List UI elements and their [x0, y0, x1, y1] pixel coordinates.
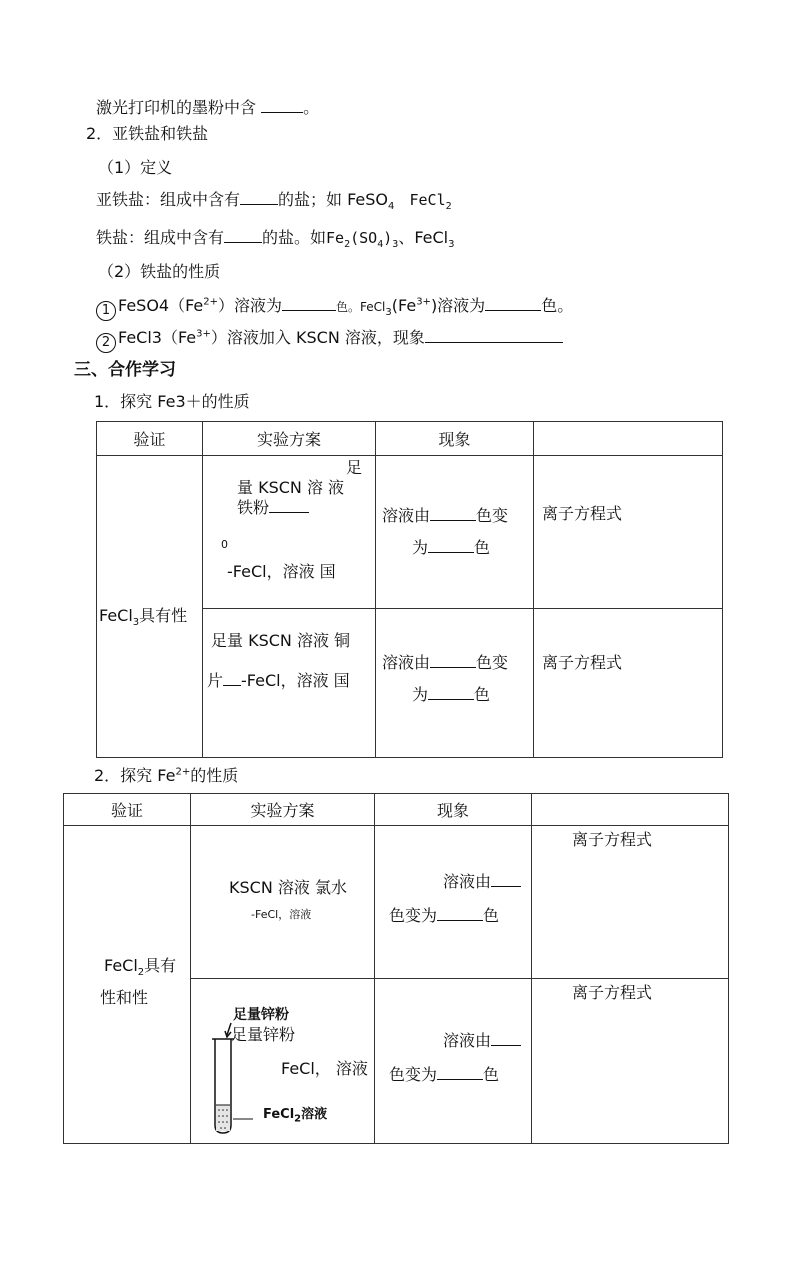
plan-text: -FeCl，溶液: [251, 908, 312, 921]
diagram-label-zinc: 足量锌粉: [233, 1007, 289, 1023]
phenomenon-text: 色变为 色: [389, 1065, 500, 1084]
p2-text-b: ）溶液加入 KSCN 溶液，现象: [210, 328, 425, 347]
answer-blank[interactable]: [428, 538, 474, 553]
row-label: FeCl$_2$具有: [104, 956, 177, 979]
equation-label: 离子方程式: [542, 504, 623, 523]
header-plan: 实验方案: [203, 422, 376, 456]
ferrous-definition: [96, 190, 452, 213]
p1-text-c: 色。FeCl: [336, 300, 386, 314]
p1-text-b: ）溶液为: [218, 296, 283, 315]
ferric-def-text: 铁盐：组成中含有: [96, 228, 225, 247]
fe2so43-formula: $Fe_2(SO_4)_3$: [326, 229, 399, 250]
plan-cell: [191, 826, 375, 979]
answer-blank[interactable]: [437, 906, 483, 921]
phenomenon-text: 为 色: [412, 538, 491, 557]
circled-number-1: 1: [96, 301, 116, 321]
property-line-1: [96, 296, 573, 321]
explore-fe2-heading: 2．探究 $Fe^{2+}$的性质: [94, 766, 239, 785]
equation-label: 离子方程式: [542, 653, 623, 672]
phenomenon-cell: [376, 456, 534, 609]
diagram-label-solution: FeCl$_2$溶液: [263, 1107, 328, 1125]
header-phenomenon: 现象: [376, 422, 534, 456]
plan-text: 足: [346, 458, 363, 477]
header-verify: 验证: [64, 794, 191, 826]
row-label-cell: [64, 826, 191, 1144]
plan-text: KSCN 溶液 氯水: [229, 878, 347, 897]
equation-cell[interactable]: [534, 456, 723, 609]
answer-blank[interactable]: [428, 685, 474, 700]
equation-cell[interactable]: [532, 979, 729, 1144]
circled-number-2: 2: [96, 333, 116, 353]
test-tube-diagram: [209, 1015, 269, 1135]
subscript: 4: [388, 201, 395, 213]
plan-cell: [203, 609, 376, 758]
phenomenon-text: 溶液由 色变: [382, 653, 509, 672]
answer-blank[interactable]: [430, 653, 476, 668]
answer-blank[interactable]: [261, 98, 303, 113]
table-row: [97, 456, 723, 609]
table-row: [64, 826, 729, 979]
phenomenon-text: 溶液由 色变: [382, 506, 509, 525]
plan-text: 0: [221, 538, 228, 551]
row-label-cell: [97, 456, 203, 758]
ferrous-def-text: 亚铁盐：组成中含有: [96, 190, 241, 209]
plan-text: 足量 KSCN 溶液 铜: [211, 631, 351, 650]
answer-blank[interactable]: [430, 506, 476, 521]
subscript: 3: [385, 307, 392, 319]
superscript: 2+: [203, 296, 219, 308]
fecl3-formula: 、FeCl: [398, 228, 449, 247]
phenomenon-cell: [376, 609, 534, 758]
answer-blank[interactable]: [269, 498, 309, 513]
plan-text: 足量锌粉: [231, 1025, 296, 1044]
answer-blank[interactable]: [491, 872, 521, 887]
superscript: 3+: [196, 328, 211, 340]
p1-text-f: 色。: [541, 296, 574, 315]
ferric-definition: [96, 228, 455, 251]
header-verify: 验证: [97, 422, 203, 456]
plan-text: 铁粉: [237, 498, 309, 517]
plan-text: 片 -FeCl，溶液 国: [207, 671, 350, 690]
plan-text: FeCl， 溶液: [281, 1059, 368, 1078]
phenomenon-cell: [375, 979, 532, 1144]
phenomenon-text: 色变为 色: [389, 906, 500, 925]
phenomenon-text: 溶液由: [443, 1031, 521, 1050]
intro-line: [96, 98, 319, 117]
header-plan: 实验方案: [191, 794, 375, 826]
ferrous-def-text2: 的盐；如 FeSO: [278, 190, 389, 209]
answer-blank[interactable]: [282, 296, 336, 311]
answer-blank[interactable]: [437, 1065, 483, 1080]
fe3-property-table: [96, 421, 723, 758]
p1-text-e: )溶液为: [430, 296, 486, 315]
plan-cell: [191, 979, 375, 1144]
properties-subheading: （2）铁盐的性质: [98, 262, 221, 281]
equation-cell[interactable]: [534, 609, 723, 758]
p1-text-d: (Fe: [391, 296, 417, 315]
row-label: FeCl$_3$具有性: [99, 606, 188, 629]
fe2-property-table: [63, 793, 729, 1144]
p2-text-a: FeCl3（Fe: [118, 328, 197, 347]
plan-text: -FeCl，溶液 国: [227, 562, 336, 581]
phenomenon-text: 为 色: [412, 685, 491, 704]
answer-blank[interactable]: [491, 1031, 521, 1046]
header-blank: [532, 794, 729, 826]
header-phenomenon: 现象: [375, 794, 532, 826]
plan-text: 量 KSCN 溶 液: [237, 478, 345, 497]
equation-label: 离子方程式: [572, 983, 653, 1002]
intro-text: 激光打印机的墨粉中含: [96, 98, 257, 117]
explore-fe3-heading: 1．探究 Fe3＋的性质: [94, 392, 250, 411]
plan-cell: [203, 456, 376, 609]
equation-label: 离子方程式: [572, 830, 653, 849]
row-label: 性和性: [100, 988, 149, 1007]
fecl2-formula: FeCl$_2$: [409, 191, 452, 212]
answer-blank[interactable]: [425, 328, 563, 343]
table-header-row: [64, 794, 729, 826]
phenomenon-text: 溶液由: [443, 872, 521, 891]
property-line-2: [96, 328, 563, 353]
ferric-def-text2: 的盐。如: [262, 228, 327, 247]
answer-blank[interactable]: [240, 190, 278, 205]
intro-end: 。: [303, 98, 320, 117]
subscript: 3: [448, 239, 455, 251]
section3-heading: 三、合作学习: [74, 360, 176, 380]
phenomenon-cell: [375, 826, 532, 979]
equation-cell[interactable]: [532, 826, 729, 979]
superscript: 3+: [416, 296, 431, 308]
answer-blank[interactable]: [485, 296, 541, 311]
p1-text-a: FeSO4（Fe: [118, 296, 204, 315]
answer-blank[interactable]: [223, 671, 241, 686]
table-header-row: [97, 422, 723, 456]
liquid-fill: [216, 1105, 230, 1131]
section2-heading: 2．亚铁盐和铁盐: [86, 124, 209, 143]
definition-subheading: （1）定义: [98, 158, 173, 177]
header-blank: [534, 422, 723, 456]
answer-blank[interactable]: [224, 228, 262, 243]
